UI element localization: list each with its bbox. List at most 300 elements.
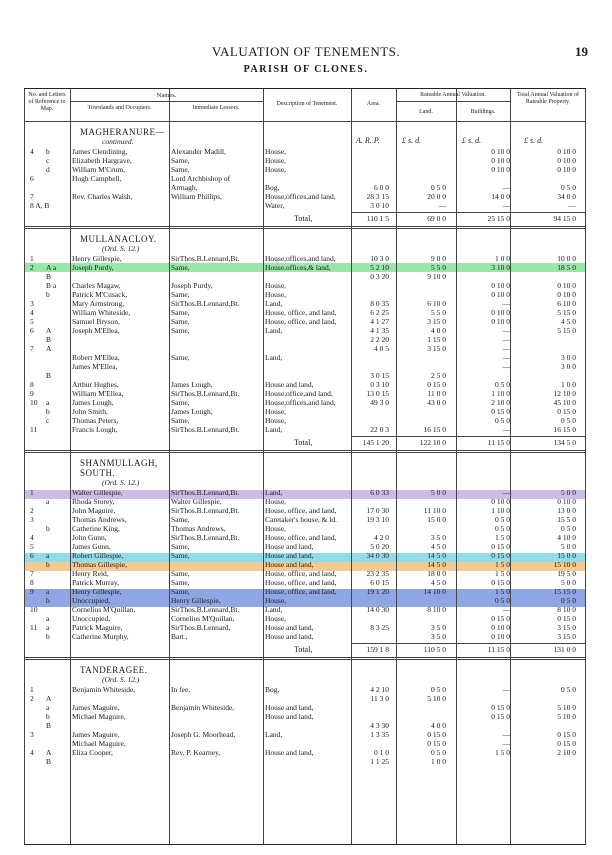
occupier: Mary Armstrong, — [72, 299, 125, 308]
buildings-value: 0 15 0 — [491, 407, 510, 416]
lessor: Same, — [171, 416, 190, 425]
ref-letter: B — [46, 757, 52, 766]
buildings-value: 2 10 0 — [491, 398, 510, 407]
table-row — [24, 389, 586, 398]
total-value: 15 15 0 — [553, 587, 576, 596]
total-value: 0 10 0 — [557, 281, 576, 290]
col-land: Land. — [419, 109, 433, 115]
total-value: 5 15 0 — [557, 326, 576, 335]
buildings-value: 0 15 0 — [491, 551, 510, 560]
ref-letter: d — [46, 165, 50, 174]
table-row — [24, 156, 586, 165]
area: 2 2 20 — [370, 335, 389, 344]
description: House and land, — [265, 380, 314, 389]
land-value: 3 5 0 — [431, 623, 446, 632]
section-ordnance-sheet: (Ord. S. 12.) — [102, 478, 140, 487]
table-row — [24, 730, 586, 739]
occupier: Walter Gillespie, — [72, 488, 123, 497]
total-area: 110 1 5 — [366, 214, 389, 223]
ref-letter: B — [46, 335, 52, 344]
table-row — [24, 353, 586, 362]
area: 3 0 10 — [370, 201, 389, 210]
total-value: 5 0 0 — [561, 488, 576, 497]
description: House, office, and land, — [265, 578, 337, 587]
ref-letter: a — [46, 614, 50, 623]
lessor: William Phillips, — [171, 192, 222, 201]
description: House, — [265, 156, 287, 165]
ref-letter: A — [46, 344, 52, 353]
ref-number: 3 — [30, 515, 34, 524]
land-value: 0 15 0 — [427, 380, 446, 389]
total-value: 5 10 0 — [557, 703, 576, 712]
col-area: Area. — [366, 101, 381, 107]
total-value: 8 10 0 — [557, 605, 576, 614]
buildings-value: 0 10 0 — [491, 290, 510, 299]
description: House, office, and land, — [265, 308, 337, 317]
lessor: Same, — [171, 551, 190, 560]
table-row — [24, 165, 586, 174]
occupier: John Maguire, — [72, 506, 116, 515]
buildings-value: 1 5 0 — [495, 560, 510, 569]
description: House, — [265, 290, 287, 299]
land-value: 0 5 0 — [431, 748, 446, 757]
total-value: 0 15 0 — [557, 730, 576, 739]
ref-number: 1 — [30, 685, 34, 694]
lessor: Same, — [171, 587, 190, 596]
buildings-value: — — [502, 739, 510, 748]
land-value: — — [438, 201, 446, 210]
buildings-value: 0 10 0 — [491, 165, 510, 174]
description: House, office, and land, — [265, 533, 337, 542]
total-value: 4 10 0 — [557, 533, 576, 542]
area: 4 1 27 — [370, 317, 389, 326]
land-value: 2 5 0 — [431, 371, 446, 380]
lessor: SirThos.B.Lennard,Bt. — [171, 389, 240, 398]
description: Land, — [265, 605, 283, 614]
ref-number: 4 — [30, 147, 34, 156]
description: House,offices,and land, — [265, 398, 336, 407]
ref-number: 4 — [30, 308, 34, 317]
table-row — [24, 524, 586, 533]
buildings-value: 1 5 0 — [495, 569, 510, 578]
description: House, — [265, 147, 287, 156]
total-area: 145 1 20 — [362, 438, 389, 447]
lessor: SirThos.B.Lennard,Bt. — [171, 488, 240, 497]
section-ordnance-sheet: continued. — [102, 137, 134, 146]
description: House, office, and land, — [265, 569, 337, 578]
total-label: Total, — [294, 645, 313, 654]
ref-number: 9 — [30, 389, 34, 398]
table-row — [24, 201, 586, 210]
lessor: Walter Gillespie, — [171, 497, 222, 506]
area: 14 0 30 — [366, 605, 389, 614]
lessor: Same, — [171, 263, 190, 272]
area: 4 2 10 — [370, 685, 389, 694]
land-value: 3 15 0 — [427, 317, 446, 326]
lessor: SirThos.B.Lennard,Bt. — [171, 425, 240, 434]
total-value: 18 5 0 — [557, 263, 576, 272]
table-row — [24, 739, 586, 748]
total-area: 159 1 8 — [366, 645, 389, 654]
total-value: 3 15 0 — [557, 632, 576, 641]
total-value: 0 10 0 — [557, 290, 576, 299]
description: Caretaker's house, & ld. — [265, 515, 337, 524]
land-value: 9 10 0 — [427, 272, 446, 281]
land-value: 11 10 0 — [423, 506, 446, 515]
total-value: 0 5 0 — [561, 596, 576, 605]
table-row — [24, 326, 586, 335]
occupier: Thomas Andrews, — [72, 515, 127, 524]
buildings-value: 0 10 0 — [491, 317, 510, 326]
area: 28 3 15 — [366, 192, 389, 201]
occupier: James Clendining, — [72, 147, 128, 156]
total-value: 0 5 0 — [561, 416, 576, 425]
ref-letter: B — [46, 371, 52, 380]
lessor: Same, — [171, 515, 190, 524]
total-value: 0 15 0 — [557, 407, 576, 416]
area: 49 3 0 — [370, 398, 389, 407]
land-value: 14 10 0 — [423, 587, 446, 596]
ref-number: 2 — [30, 506, 34, 515]
lessor: Same, — [171, 156, 190, 165]
table-row — [24, 605, 586, 614]
table-row — [24, 425, 586, 434]
ref-number: 11 — [30, 623, 38, 632]
table-row — [24, 757, 586, 766]
lessor: Lord Archbishop of — [171, 174, 231, 183]
occupier: Elizabeth Hargrave, — [72, 156, 132, 165]
total-label: Total, — [294, 214, 313, 223]
lessor: Armagh, — [171, 183, 198, 192]
land-value: 0 15 0 — [427, 730, 446, 739]
occupier: Henry Gillespie, — [72, 587, 122, 596]
area: 1 3 35 — [370, 730, 389, 739]
land-value: 6 10 0 — [427, 299, 446, 308]
occupier: Samuel Bryson, — [72, 317, 120, 326]
area: 13 0 15 — [366, 389, 389, 398]
description: House, office, and land, — [265, 506, 337, 515]
table-row — [24, 587, 586, 596]
lessor: Same, — [171, 569, 190, 578]
ref-letter: B a — [46, 281, 57, 290]
land-value: 5 5 0 — [431, 308, 446, 317]
lessor: Same, — [171, 398, 190, 407]
ref-letter: c — [46, 156, 50, 165]
table-row — [24, 497, 586, 506]
description: Water, — [265, 201, 285, 210]
table-row — [24, 183, 586, 192]
occupier: Arthur Hughes, — [72, 380, 119, 389]
total-land: 110 5 0 — [423, 645, 446, 654]
buildings-value: 0 10 0 — [491, 308, 510, 317]
lessor: James Lough, — [171, 407, 213, 416]
lessor: Same, — [171, 353, 190, 362]
buildings-units: £ s. d. — [462, 136, 482, 145]
table-row — [24, 551, 586, 560]
description: House, — [265, 407, 287, 416]
lessor: Cornelius M'Quillan, — [171, 614, 235, 623]
area: 0 3 10 — [370, 380, 389, 389]
total-value: 45 10 0 — [553, 398, 576, 407]
table-row — [24, 721, 586, 730]
land-value: 8 10 0 — [427, 605, 446, 614]
description: House, — [265, 497, 287, 506]
description: House, — [265, 281, 287, 290]
buildings-value: 0 15 0 — [491, 712, 510, 721]
ref-number: 7 — [30, 192, 34, 201]
description: House, — [265, 165, 287, 174]
lessor: Henry Gillespie, — [171, 596, 221, 605]
description: House and land, — [265, 703, 314, 712]
section-name: MAGHERANURE— — [80, 127, 166, 137]
buildings-value: 0 10 0 — [491, 156, 510, 165]
buildings-value: 0 5 0 — [495, 596, 510, 605]
occupier: James Maguire, — [72, 730, 120, 739]
ref-letter: a — [46, 497, 50, 506]
occupier: Michael Maguire, — [72, 739, 126, 748]
ref-number: 2 — [30, 694, 34, 703]
area: 6 0 33 — [370, 488, 389, 497]
total-row — [24, 438, 586, 447]
description: House and land, — [265, 632, 314, 641]
buildings-value: 0 15 0 — [491, 578, 510, 587]
area: 23 2 35 — [366, 569, 389, 578]
total-value: 12 10 0 — [553, 389, 576, 398]
ref-number: 9 — [30, 587, 34, 596]
ref-number: 5 — [30, 542, 34, 551]
occupier: Joseph Purdy, — [72, 263, 114, 272]
buildings-value: — — [502, 425, 510, 434]
total-total: 134 5 0 — [553, 438, 576, 447]
ref-letter: b — [46, 147, 50, 156]
occupier: John Smith, — [72, 407, 108, 416]
total-value: 3 0 0 — [561, 353, 576, 362]
total-value: — — [568, 201, 576, 210]
lessor: Joseph Purdy, — [171, 281, 213, 290]
ref-letter: a — [46, 551, 50, 560]
area: 4 1 35 — [370, 326, 389, 335]
area: 4 0 5 — [374, 344, 389, 353]
description: House,offices,and land, — [265, 192, 336, 201]
land-value: 3 5 0 — [431, 632, 446, 641]
table-row — [24, 147, 586, 156]
land-value: 5 5 0 — [431, 263, 446, 272]
area: 19 3 10 — [366, 515, 389, 524]
land-value: 3 5 0 — [431, 533, 446, 542]
land-units: £ s. d. — [402, 136, 422, 145]
ref-letter: A — [46, 694, 52, 703]
total-value: 4 5 0 — [561, 317, 576, 326]
ref-letter: c — [46, 416, 50, 425]
area: 17 0 30 — [366, 506, 389, 515]
ref-letter: b — [46, 407, 50, 416]
lessor: James Lough, — [171, 380, 213, 389]
buildings-value: 0 15 0 — [491, 703, 510, 712]
description: House and land, — [265, 712, 314, 721]
ref-letter: a — [46, 623, 50, 632]
buildings-value: 1 5 0 — [495, 587, 510, 596]
occupier: Unoccupied, — [72, 614, 111, 623]
occupier: Patrick M'Cusack, — [72, 290, 128, 299]
area: 6 2 25 — [370, 308, 389, 317]
total-buildings: 11 15 0 — [487, 645, 510, 654]
land-value: 4 0 0 — [431, 326, 446, 335]
total-value: 0 15 0 — [557, 614, 576, 623]
area: 8 3 25 — [370, 623, 389, 632]
total-value: 0 5 0 — [561, 685, 576, 694]
occupier: Joseph M'Ellea, — [72, 326, 120, 335]
total-value: 15 10 0 — [553, 560, 576, 569]
description: Land, — [265, 326, 283, 335]
total-row — [24, 214, 586, 223]
ref-number: 2 — [30, 263, 34, 272]
total-value: 13 0 0 — [557, 506, 576, 515]
lessor: Joseph G. Moorhead, — [171, 730, 236, 739]
table-row — [24, 290, 586, 299]
ref-number: 4 — [30, 748, 34, 757]
section-name: MULLANACLOY. — [80, 234, 157, 244]
description: Land, — [265, 353, 283, 362]
description: Land, — [265, 425, 283, 434]
area: 6 0 15 — [370, 578, 389, 587]
total-value: 10 0 0 — [557, 254, 576, 263]
buildings-value: 1 5 0 — [495, 533, 510, 542]
ref-letter: A a — [46, 263, 57, 272]
area: 10 3 0 — [370, 254, 389, 263]
lessor: Benjamin Whiteside, — [171, 703, 235, 712]
land-value: 1 15 0 — [427, 335, 446, 344]
description: House,offices,& land, — [265, 263, 331, 272]
section-name-2: SOUTH. — [80, 468, 116, 478]
table-row — [24, 263, 586, 272]
table-row — [24, 488, 586, 497]
buildings-value: — — [502, 605, 510, 614]
occupier: Robert M'Ellea, — [72, 353, 120, 362]
occupier: William M'Crum, — [72, 165, 126, 174]
ref-number: 6 — [30, 326, 34, 335]
parish-title: PARISH OF CLONES. — [243, 64, 369, 75]
ref-number: 4 — [30, 533, 34, 542]
land-value: 18 0 0 — [427, 569, 446, 578]
description: Bog, — [265, 685, 280, 694]
col-rateable: Rateable Annual Valuation. — [420, 92, 486, 98]
buildings-value: 0 10 0 — [491, 281, 510, 290]
occupier: Thomas Peters, — [72, 416, 119, 425]
description: House, — [265, 524, 287, 533]
occupier: Robert Gillespie, — [72, 551, 124, 560]
ref-number: 1 — [30, 254, 34, 263]
occupier: James Lough, — [72, 398, 114, 407]
ref-letter: a — [46, 398, 50, 407]
table-row — [24, 560, 586, 569]
occupier: Patrick Murray, — [72, 578, 119, 587]
table-row — [24, 362, 586, 371]
description: House and land, — [265, 748, 314, 757]
area: 8 0 35 — [370, 299, 389, 308]
land-value: 3 15 0 — [427, 344, 446, 353]
area: 4 2 0 — [374, 533, 389, 542]
table-row — [24, 371, 586, 380]
total-value: 1 0 0 — [561, 380, 576, 389]
total-value: 0 15 0 — [557, 739, 576, 748]
area: 1 1 25 — [370, 757, 389, 766]
total-value: 2 10 0 — [557, 748, 576, 757]
buildings-value: — — [502, 344, 510, 353]
lessor: Thomas Andrews, — [171, 524, 226, 533]
total-total: 94 15 0 — [553, 214, 576, 223]
ref-number: 8 — [30, 578, 34, 587]
buildings-value: 1 0 0 — [495, 254, 510, 263]
description: House and land, — [265, 542, 314, 551]
table-row — [24, 398, 586, 407]
occupier: Henry Gillespie, — [72, 254, 122, 263]
occupier: Eliza Cooper, — [72, 748, 113, 757]
col-total: Total Annual Valuation of Rateable Property. — [517, 92, 579, 105]
lessor: Same, — [171, 165, 190, 174]
table-row — [24, 174, 586, 183]
buildings-value: — — [502, 335, 510, 344]
ref-number: 7 — [30, 344, 34, 353]
section-ordnance-sheet: (Ord. S. 12.) — [102, 244, 140, 253]
buildings-value: 0 15 0 — [491, 542, 510, 551]
ref-number: 8 — [30, 380, 34, 389]
page-title: VALUATION OF TENEMENTS. — [211, 44, 401, 59]
table-row — [24, 407, 586, 416]
area: 6 0 0 — [374, 183, 389, 192]
buildings-value: 0 10 0 — [491, 623, 510, 632]
lessor: Alexander Madill, — [171, 147, 226, 156]
lessor: SirThos.B.Lennard,Bt. — [171, 299, 240, 308]
table-row — [24, 281, 586, 290]
buildings-value: 14 0 0 — [491, 192, 510, 201]
description: House and land, — [265, 551, 314, 560]
occupier: Thomas Gillespie, — [72, 560, 127, 569]
buildings-value: 0 15 0 — [491, 614, 510, 623]
land-value: 14 5 0 — [427, 551, 446, 560]
total-value: 3 15 0 — [557, 623, 576, 632]
ref-letter: B — [46, 272, 52, 281]
description: House,office,and land, — [265, 389, 333, 398]
lessor: SirThos.B.Lennard,Bt. — [171, 254, 240, 263]
table-row — [24, 317, 586, 326]
table-row — [24, 712, 586, 721]
lessor: Rev. P. Kearney, — [171, 748, 221, 757]
table-row — [24, 416, 586, 425]
description: House,offices,and land, — [265, 254, 336, 263]
lessor: SirThos.B.Lennard,Bt. — [171, 605, 240, 614]
col-buildings: Buildings. — [470, 109, 496, 115]
description: Land, — [265, 730, 283, 739]
area: 34 0 30 — [366, 551, 389, 560]
area-units: A. R. P. — [356, 136, 380, 145]
total-units: £ s. d. — [524, 136, 544, 145]
table-row — [24, 515, 586, 524]
ref-letter: b — [46, 560, 50, 569]
table-row — [24, 703, 586, 712]
ref-letter: b — [46, 290, 50, 299]
total-value: 0 10 0 — [557, 147, 576, 156]
total-total: 131 0 0 — [553, 645, 576, 654]
col-description: Description of Tenement. — [276, 101, 338, 107]
land-value: 43 0 0 — [427, 398, 446, 407]
description: House, — [265, 416, 287, 425]
table-row — [24, 685, 586, 694]
buildings-value: 0 5 0 — [495, 380, 510, 389]
area: 11 3 0 — [370, 694, 389, 703]
ref-letter: b — [46, 524, 50, 533]
description: House, — [265, 596, 287, 605]
land-value: 20 0 0 — [427, 192, 446, 201]
